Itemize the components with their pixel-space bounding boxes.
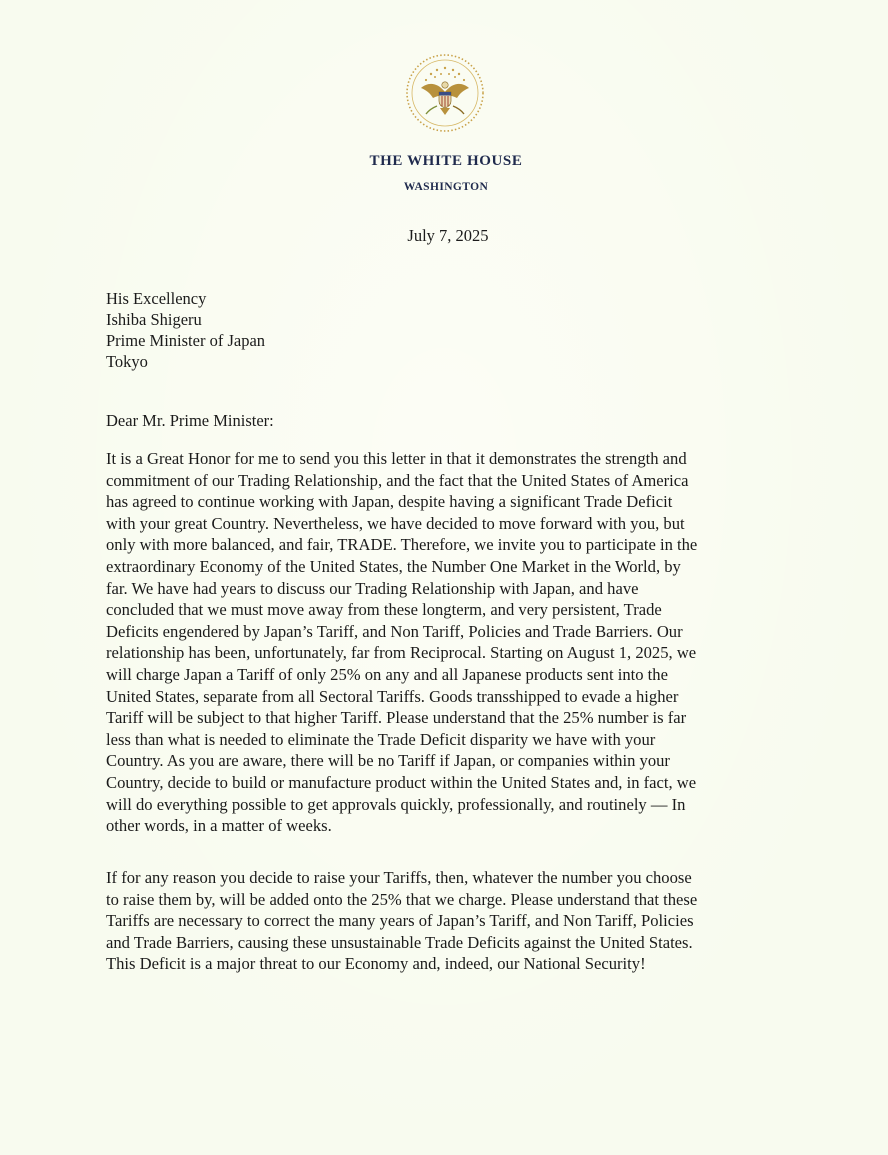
letterhead-subtitle: WASHINGTON [403,181,489,193]
paragraph-line: only with more balanced, and fair, TRADE. Therefore, we invite you to participate in the [106,535,698,555]
paragraph-line: and Trade Barriers, causing these unsustainable Trade Deficits against the United States. [106,932,693,952]
paragraph-line: Tariffs are necessary to correct the many years of Japan’s Tariff, and Non Tariff, Policies [106,911,694,931]
paragraph-line: has agreed to continue working with Japan, despite having a significant Trade Deficit [106,492,673,512]
letterhead-title: THE WHITE HOUSE [369,153,523,169]
body-paragraph-1 [106,448,806,837]
letter-date: July 7, 2025 [407,226,489,245]
paragraph-line: other words, in a matter of weeks. [106,816,332,836]
paragraph-line: If for any reason you decide to raise your Tariffs, then, whatever the number you choose [106,868,692,887]
address-line: Prime Minister of Japan [106,331,266,350]
paragraph-line: less than what is needed to eliminate the Trade Deficit disparity we have with your [106,729,656,749]
paragraph-line: far. We have had years to discuss our Trading Relationship with Japan, and have [106,578,639,598]
paragraph-line: to raise them by, will be added onto the 25% that we charge. Please understand that these [106,889,698,909]
paragraph-line: Country, decide to build or manufacture product within the United States and, in fact, we [106,772,697,792]
paragraph-line: United States, separate from all Sectoral Tariffs. Goods transshipped to evade a higher [106,686,679,706]
body-paragraph-2 [106,867,806,975]
paragraph-line: commitment of our Trading Relationship, and the fact that the United States of America [106,470,689,490]
recipient-address [106,288,265,372]
paragraph-line: This Deficit is a major threat to our Economy and, indeed, our National Security! [106,954,646,974]
paragraph-line: with your great Country. Nevertheless, we have decided to move forward with you, but [106,513,685,533]
address-line: Ishiba Shigeru [106,310,202,329]
address-line: Tokyo [106,352,148,371]
paragraph-line: will do everything possible to get approvals quickly, professionally, and routinely — In [106,794,686,814]
presidential-seal-icon [404,52,486,134]
paragraph-line: Country. As you are aware, there will be no Tariff if Japan, or companies within your [106,751,670,771]
paragraph-line: concluded that we must move away from these longterm, and very persistent, Trade [106,600,662,620]
paragraph-line: will charge Japan a Tariff of only 25% on any and all Japanese products sent into the [106,664,668,684]
paragraph-line: Tariff will be subject to that higher Tariff. Please understand that the 25% number is far [106,708,687,728]
paragraph-line: extraordinary Economy of the United States, the Number One Market in the World, by [106,556,681,576]
paragraph-line: Deficits engendered by Japan’s Tariff, and Non Tariff, Policies and Trade Barriers. Our [106,621,683,641]
address-line: His Excellency [106,289,207,308]
paragraph-line: It is a Great Honor for me to send you this letter in that it demonstrates the strength and [106,449,687,468]
salutation: Dear Mr. Prime Minister: [106,411,274,430]
paragraph-line: relationship has been, unfortunately, far from Reciprocal. Starting on August 1, 2025, we [106,643,697,663]
